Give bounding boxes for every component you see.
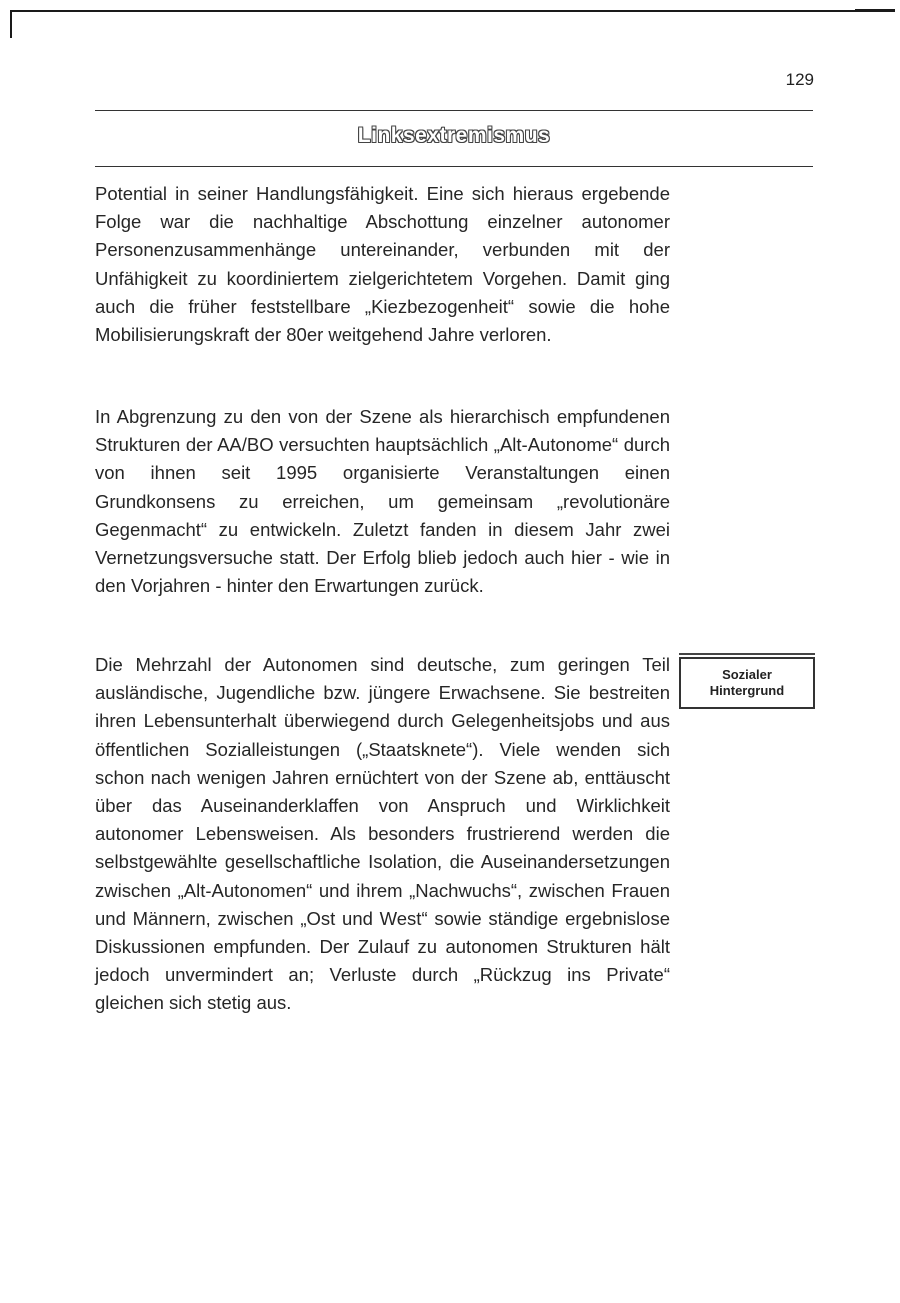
body-paragraph-3: Die Mehrzahl der Autonomen sind deutsche, zum geringen Teil ausländische, Jugendliche bzw. jüngere Erwachsene. Sie bestreiten ihren Lebensunterhalt überwiegend durch Gelegenheitsjobs und aus öffentlichen Sozialleistungen („Staatsknete“). Viele wenden sich schon nach wenigen Jahren ernüchtert von der Szene ab, enttäuscht über das Auseinanderklaffen von Anspruch und Wirklichkeit autonomer Lebensweisen. Als besonders frustrierend werden die selbstgewählte gesellschaftliche Isolation, die Auseinandersetzungen zwischen „Alt-Autonomen“ und ihrem „Nachwuchs“, zwischen Frauen und Männern, zwischen „Ost und West“ sowie ständige ergebnislose Diskussionen empfunden. Der Zulauf zu autonomen Strukturen hält jedoch unvermindert an; Verluste durch „Rückzug ins Private“ gleichen sich stetig aus.: [95, 654, 670, 1014]
body-paragraph-1: Potential in seiner Handlungsfähigkeit. Eine sich hieraus ergebende Folge war die nachhaltige Abschottung einzelner autonomer Personenzusammenhänge untereinander, verbunden mit der Unfähigkeit zu koordiniertem zielgerichtetem Vorgehen. Damit ging auch die früher feststellbare „Kiezbezogenheit“ sowie die hohe Mobilisierungskraft der 80er weitgehend Jahre verloren.: [95, 183, 670, 346]
body-paragraph-2: In Abgrenzung zu den von der Szene als hierarchisch empfundenen Strukturen der AA/BO versuchten hauptsächlich „Alt-Autonome“ durch von ihnen seit 1995 organisierte Veranstaltungen einen Grundkonsens zu erreichen, um gemeinsam „revolutionäre Gegenmacht“ zu entwickeln. Zuletzt fanden in diesem Jahr zwei Vernetzungsversuche statt. Der Erfolg blieb jedoch auch hier - wie in den Vorjahren - hinter den Erwartungen zurück.: [95, 406, 670, 597]
margin-note-box: [679, 657, 815, 709]
header-rule-top: [95, 110, 813, 111]
scan-edge-left: [10, 10, 12, 38]
running-head: Linksextremismus: [357, 124, 551, 147]
scan-edge-top: [10, 10, 870, 12]
header-rule-bottom: [95, 166, 813, 167]
page-number: 129: [785, 70, 814, 89]
margin-note-label: Sozialer Hintergrund: [709, 667, 785, 698]
